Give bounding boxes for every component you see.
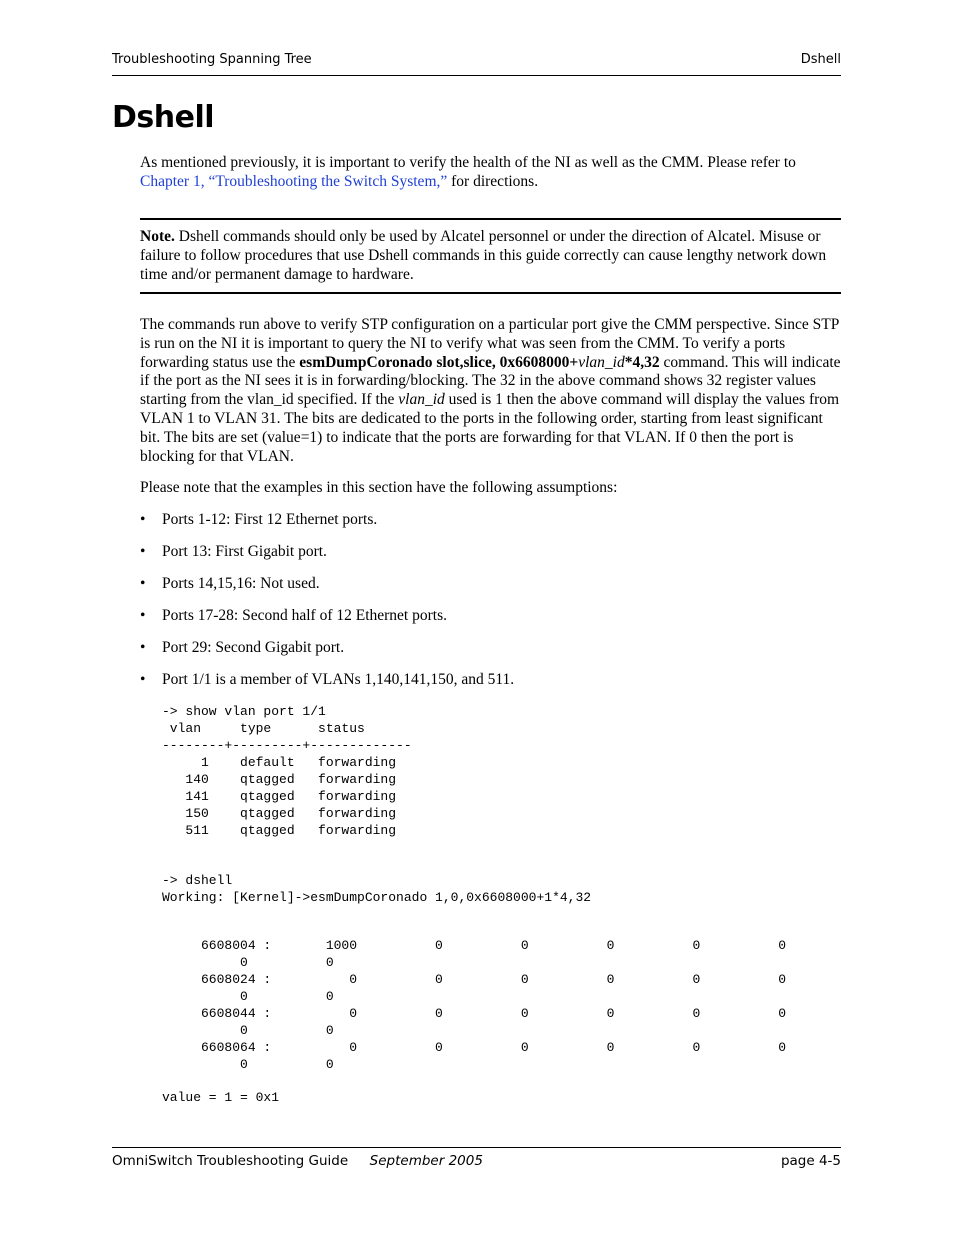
list-item-text: Ports 14,15,16: Not used. xyxy=(162,575,320,592)
list-item-text: Port 29: Second Gigabit port. xyxy=(162,639,345,656)
command-bold: esmDumpCoronado slot,slice, 0x6608000+ xyxy=(299,353,579,371)
assumptions-list xyxy=(140,511,514,703)
footer-guide-title: OmniSwitch Troubleshooting Guide xyxy=(112,1153,349,1169)
bullet-icon: • xyxy=(140,671,146,688)
footer-date: September 2005 xyxy=(369,1153,483,1169)
list-item-text: Port 13: First Gigabit port. xyxy=(162,543,327,560)
dshell-command-code-block: -> dshell Working: [Kernel]->esmDumpCoronado 1,0,0x6608000+1*4,32 xyxy=(162,873,592,905)
command-italic-vlan: vlan_id xyxy=(578,353,625,371)
note-box xyxy=(140,218,841,294)
note-label: Note. xyxy=(140,228,175,245)
intro-paragraph xyxy=(140,154,845,192)
list-item-text: Ports 1-12: First 12 Ethernet ports. xyxy=(162,511,378,528)
footer-guide-info xyxy=(112,1153,483,1169)
bullet-icon: • xyxy=(140,639,146,656)
para2-text-1: The commands run above to verify STP configuration on a particular port give the CMM perspective. Since STP is run on the NI it is important to query the NI to verify what was seen from the CMM. To verify a ports forwarding status use the xyxy=(140,316,839,371)
list-item xyxy=(140,607,514,639)
bullet-icon: • xyxy=(140,575,146,592)
verification-paragraph xyxy=(140,316,845,466)
vlan-id-italic: vlan_id xyxy=(398,391,445,409)
list-item xyxy=(140,671,514,703)
show-vlan-code-block: -> show vlan port 1/1 vlan type status --------+---------+------------- 1 default forwarding 140 qtagged forwarding 141 qtagged forwarding 150 qtagged forwarding 511 qtagged forwarding xyxy=(162,704,412,838)
command-bold-suffix: *4,32 xyxy=(624,353,660,371)
return-value-code-block: value = 1 = 0x1 xyxy=(162,1090,280,1105)
register-dump-code-block: 6608004 : 1000 0 0 0 0 0 0 0 6608024 : 0 0 0 0 0 0 0 0 6608044 : 0 0 0 0 0 0 0 0 6608064 : 0 0 0 0 0 0 0 0 xyxy=(201,938,787,1072)
para2-text-2: command. This will indicate if the port as the NI sees it is in forwarding/blocking. The 32 in the above command shows 32 register values starting from the vlan_id specified. If the xyxy=(140,353,841,409)
list-item xyxy=(140,543,514,575)
list-item-text: Ports 17-28: Second half of 12 Ethernet ports. xyxy=(162,607,447,624)
para2-text-3: used is 1 then the above command will display the values from VLAN 1 to VLAN 31. The bits are dedicated to the ports in the following order, starting from least significant bit. The bits are set (value=1) to indicate that the ports are forwarding for that VLAN. If 0 then the port is blocking for that VLAN. xyxy=(140,391,840,465)
intro-text-end: for directions. xyxy=(447,172,539,190)
footer-page-number: page 4-5 xyxy=(780,1153,841,1169)
header-chapter-title: Dshell xyxy=(800,52,841,67)
list-item-text: Port 1/1 is a member of VLANs 1,140,141,150, and 511. xyxy=(162,671,515,688)
assumptions-paragraph: Please note that the examples in this section have the following assumptions: xyxy=(140,479,618,496)
list-item xyxy=(140,575,514,607)
intro-text: As mentioned previously, it is important to verify the health of the NI as well as the CMM. Please refer to xyxy=(140,154,796,171)
running-header xyxy=(112,51,841,76)
running-footer xyxy=(112,1147,841,1169)
bullet-icon: • xyxy=(140,607,146,624)
list-item xyxy=(140,511,514,543)
chapter-1-link[interactable]: Chapter 1, “Troubleshooting the Switch System,” xyxy=(140,172,448,190)
bullet-icon: • xyxy=(140,543,146,560)
bullet-icon: • xyxy=(140,511,146,528)
list-item xyxy=(140,639,514,671)
note-text: Dshell commands should only be used by Alcatel personnel or under the direction of Alcatel. Misuse or failure to follow procedures that use Dshell commands in this guide correctly can cause lengthy network down time and/or permanent damage to hardware. xyxy=(140,228,827,283)
page-title: Dshell xyxy=(112,100,215,135)
header-section-title: Troubleshooting Spanning Tree xyxy=(112,52,312,67)
